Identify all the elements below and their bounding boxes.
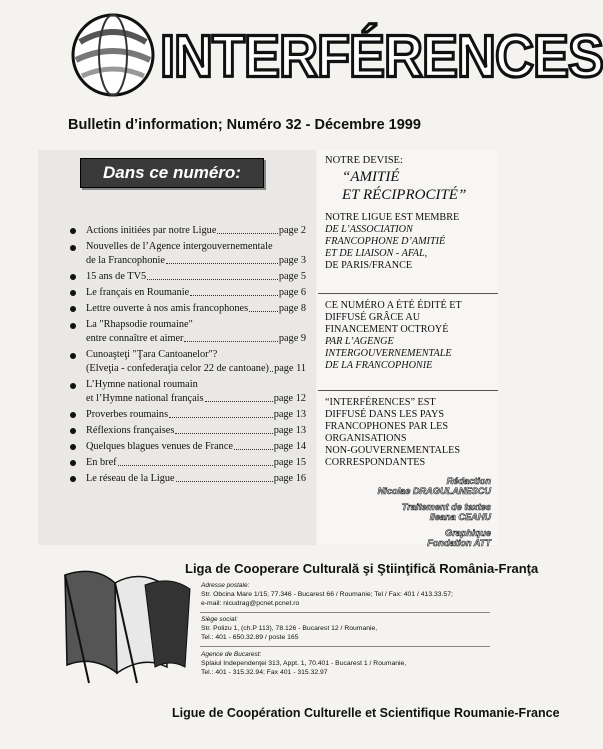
toc-item-title: (Elveţia - confederaţia celor 22 de cantoane): [86, 363, 269, 374]
toc-item-page: page 12: [273, 393, 306, 404]
toc-item-title: Cunoaşteţi "Ţara Cantoanelor"?: [86, 349, 218, 360]
flags-emblem-icon: [45, 555, 195, 685]
text-line: ET DE LIAISON - AFAL,: [325, 248, 428, 259]
toc-item-page: page 11: [274, 363, 306, 374]
motto-line: “AMITIÉ: [342, 169, 400, 185]
toc-item-title: Le français en Roumanie: [86, 287, 190, 298]
toc-title: Dans ce numéro:: [80, 158, 264, 188]
funding-note: [325, 300, 495, 372]
toc-item-page: page 6: [278, 287, 306, 298]
toc-item-page: page 16: [273, 473, 306, 484]
agency-address-line: Splaiul Independenţei 313, Appt. 1, 70.401 - Bucarest 1 / Roumanie,: [201, 660, 407, 667]
email-line: e-mail: nicudrag@pcnet.pcnet.ro: [201, 600, 300, 607]
text-line: NOTRE LIGUE EST MEMBRE: [325, 212, 460, 223]
divider: [200, 646, 490, 647]
bullet-icon: [70, 353, 76, 359]
text-line: DE L’ASSOCIATION: [325, 224, 413, 235]
motto-heading: NOTRE DEVISE:: [325, 155, 403, 166]
postal-address-line: Str. Obcina Mare 1/15; 77.346 - Bucarest 66 / Roumanie; Tel / Fax: 401 / 413.33.57;: [201, 591, 453, 598]
credit-name: Ileana CEAHU: [429, 512, 491, 522]
seat-address-line: Str. Polizu 1, (ch.P 113), 78.126 - Bucarest 12 / Roumanie,: [201, 625, 378, 632]
text-line: DE PARIS/FRANCE: [325, 260, 413, 271]
credit-label: Traitement de textes: [401, 502, 491, 512]
bullet-icon: [70, 290, 76, 296]
text-line: PAR L’AGENGE: [325, 336, 394, 347]
credit-name: Nicolae DRAGULANESCU: [377, 486, 491, 496]
bullet-icon: [70, 245, 76, 251]
motto: [342, 168, 512, 204]
distribution-note: [325, 397, 495, 469]
text-line: DIFFUSÉ DANS LES PAYS: [325, 409, 444, 420]
bullet-icon: [70, 412, 76, 418]
credit-label: Graphique: [445, 528, 491, 538]
divider: [318, 390, 498, 391]
bullet-icon: [70, 476, 76, 482]
globe-logo-icon: [70, 12, 156, 98]
toc-item-title: Lettre ouverte à nos amis francophones: [86, 303, 249, 314]
toc-item-page: page 13: [273, 425, 306, 436]
postal-address-heading: Adresse postale:: [201, 582, 250, 589]
toc-item-title: Proverbes roumains: [86, 409, 169, 420]
toc-item-page: page 8: [278, 303, 306, 314]
toc-item-title: En bref: [86, 457, 117, 468]
text-line: FRANCOPHONE D’AMITIÉ: [325, 236, 446, 247]
text-line: NON-GOUVERNEMENTALES: [325, 445, 461, 456]
toc-item-title: Le réseau de la Ligue: [86, 473, 175, 484]
toc-item-title: Nouvelles de l’Agence intergouvernementale: [86, 241, 273, 252]
bulletin-subtitle: Bulletin d’information; Numéro 32 - Décembre 1999: [68, 117, 421, 133]
toc-item-page: page 13: [273, 409, 306, 420]
toc-item-title: entre connaître et aimer: [86, 333, 184, 344]
organization-name-ro: Liga de Cooperare Culturală şi Ştiinţifică România-Franţa: [185, 561, 539, 576]
text-line: FINANCEMENT OCTROYÉ: [325, 324, 449, 335]
toc-item-title: L’Hymne national roumain: [86, 379, 198, 390]
masthead-title: INTERFÉRENCES: [160, 23, 603, 90]
toc-item-page: page 9: [278, 333, 306, 344]
credits: [336, 476, 491, 548]
bullet-icon: [70, 228, 76, 234]
text-line: FRANCOPHONES PAR LES: [325, 421, 449, 432]
bullet-icon: [70, 444, 76, 450]
toc-item-page: page 3: [278, 255, 306, 266]
toc-item-page: page 2: [278, 225, 306, 236]
text-line: “INTERFÉRENCES” EST: [325, 397, 436, 408]
toc-item-page: page 14: [273, 441, 306, 452]
bullet-icon: [70, 460, 76, 466]
bullet-icon: [70, 383, 76, 389]
text-line: ORGANISATIONS: [325, 433, 407, 444]
toc-item-title: 15 ans de TV5: [86, 271, 147, 282]
bullet-icon: [70, 306, 76, 312]
bullet-icon: [70, 323, 76, 329]
divider: [318, 293, 498, 294]
divider: [200, 612, 490, 613]
seat-address-heading: Siège social:: [201, 616, 238, 623]
toc-item-title: de la Francophonie: [86, 255, 165, 266]
toc-item-page: page 5: [278, 271, 306, 282]
text-line: CORRESPONDANTES: [325, 457, 426, 468]
agency-address-heading: Agence de Bucarest:: [201, 651, 262, 658]
text-line: CE NUMÉRO A ÉTÉ ÉDITÉ ET: [325, 300, 462, 311]
agency-phone-line: Tel.: 401 - 315.32.94; Fax 401 - 315.32.97: [201, 669, 328, 676]
text-line: DE LA FRANCOPHONIE: [325, 360, 433, 371]
toc-item-title: Réflexions françaises: [86, 425, 175, 436]
credit-name: Fondation ATT: [427, 538, 491, 548]
seat-phone-line: Tel.: 401 - 650.32.89 / poste 165: [201, 634, 299, 641]
text-line: INTERGOUVERNEMENTALE: [325, 348, 452, 359]
toc-item-page: page 15: [273, 457, 306, 468]
membership-note: [325, 212, 495, 272]
bullet-icon: [70, 274, 76, 280]
toc-item-title: et l’Hymne national français: [86, 393, 204, 404]
text-line: DIFFUSÉ GRÂCE AU: [325, 312, 421, 323]
toc-item-title: Quelques blagues venues de France: [86, 441, 233, 452]
bullet-icon: [70, 428, 76, 434]
organization-name-fr: Ligue de Coopération Culturelle et Scientifique Roumanie-France: [172, 706, 560, 720]
toc-item-title: Actions initiées par notre Ligue: [86, 225, 217, 236]
motto-line: ET RÉCIPROCITÉ”: [342, 187, 467, 203]
toc-panel: [38, 150, 316, 545]
toc-item-title: La "Rhapsodie roumaine": [86, 319, 193, 330]
credit-label: Rédaction: [446, 476, 491, 486]
